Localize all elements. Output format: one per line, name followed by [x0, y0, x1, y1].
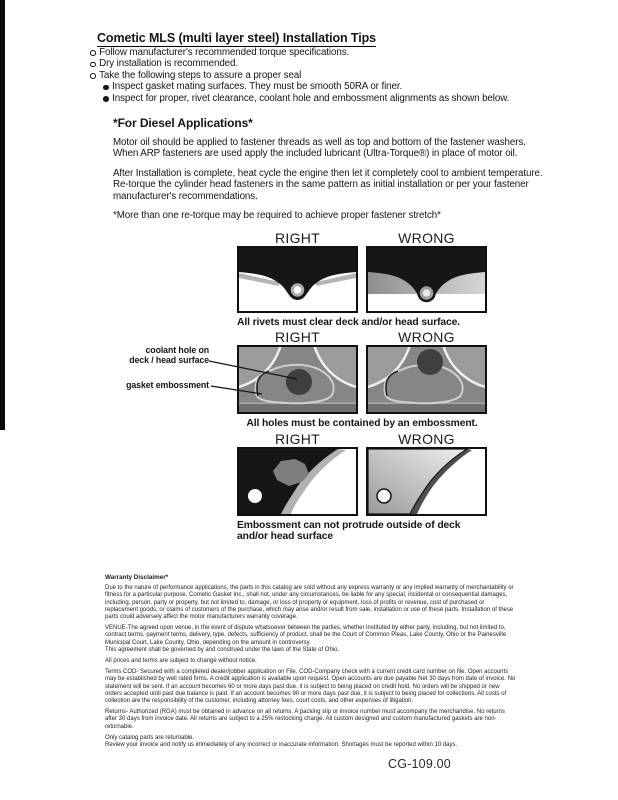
figure-labels: [237, 432, 487, 446]
callout-text: coolant hole on: [145, 345, 209, 355]
legal-disclaimer-section: [105, 574, 518, 753]
figure-caption: All rivets must clear deck and/or head surface.: [237, 317, 461, 328]
venue-paragraph: VENUE-The agreed upon venue, in the event of dispute whatsoever between the parties, whether instituted by either party, including, but not limited to, contract terms, payment terms, delivery, type, defects, sufficiency of product, shall be the Court of Common Pleas, Lake County, Ohio or the Painesville Municipal Court, Lake County, Ohio, depending on the amount in controversy.: [105, 625, 507, 646]
list-item: [90, 93, 550, 104]
coolant-hole-icon: [286, 369, 312, 395]
wrong-label: WRONG: [398, 431, 455, 447]
diagram-box: [366, 246, 487, 313]
list-item: [90, 58, 550, 69]
list-item: [90, 47, 550, 58]
diagram-box: [237, 246, 358, 313]
warranty-disclaimer-heading: Warranty Disclaimer*: [105, 574, 169, 581]
deck-edge-wrong-diagram: [368, 449, 485, 514]
agreement-line: This agreement shall be governed by and construed under the laws of the State of Ohio.: [105, 646, 340, 653]
coolant-hole-wrong-diagram: [368, 347, 485, 412]
tip-text: Take the following steps to assure a proper seal: [99, 69, 302, 81]
bolt-hole-icon: [248, 489, 262, 503]
open-bullet-icon: [90, 62, 96, 68]
catalog-page-code: CG-109.00: [388, 757, 451, 771]
only-catalog-line: Only catalog parts are returnable.: [105, 734, 195, 741]
sub-tip-text: Inspect for proper, rivet clearance, coolant hole and embossment alignments as shown below.: [112, 92, 510, 104]
review-invoice-line: Review your invoice and notify us immediately of any incorrect or inaccurate information. Shortages must be reported within 10 days.: [105, 742, 458, 749]
caption-line: Embossment can not protrude outside of deck: [237, 520, 461, 531]
figure-embossment-containment: [237, 330, 487, 429]
coolant-hole-callout: [118, 346, 209, 365]
right-label: RIGHT: [274, 329, 321, 345]
diagram-box: [237, 345, 358, 414]
sub-tip-text: Inspect gasket mating surfaces. They must be smooth 50RA or finer.: [112, 81, 403, 93]
bolt-hole-icon: [377, 489, 391, 503]
diagram-box: [237, 447, 358, 516]
wrong-label: WRONG: [398, 329, 455, 345]
diesel-applications-section: [113, 117, 545, 229]
page-title: Cometic MLS (multi layer steel) Installation Tips: [97, 31, 376, 45]
open-bullet-icon: [90, 50, 96, 56]
figure-caption: All holes must be contained by an embossment.: [246, 418, 478, 429]
deck-edge-right-diagram: [239, 449, 356, 514]
diesel-heading: *For Diesel Applications*: [113, 116, 253, 130]
diagram-box: [366, 447, 487, 516]
filled-bullet-icon: [103, 85, 109, 91]
coolant-hole-right-diagram: [239, 347, 356, 412]
right-label: RIGHT: [274, 431, 321, 447]
diagram-box: [366, 345, 487, 414]
list-item: [90, 81, 550, 92]
coolant-hole-icon: [417, 349, 443, 375]
rivet-wrong-diagram: [368, 248, 485, 311]
tip-text: Dry installation is recommended.: [99, 58, 239, 70]
returns-paragraph: Returns- Authorized (RGA) must be obtained in advance on all returns. A packing slip or invoice number must accompany the merchandise. No returns after 30 days from invoice date. All returns are subject to a 25% restocking charge. All custom designed and custom manufactured gaskets are non-returnable.: [105, 709, 505, 730]
retorque-note: *More than one re-torque may be required to achieve proper fastener stretch*: [113, 210, 441, 222]
list-item: [90, 70, 550, 81]
page-edge-scan-bar: [0, 0, 5, 430]
figure-embossment-protrusion: [237, 432, 487, 542]
terms-paragraph: Terms COD- Secured with a completed dealer/jobber application on File, COD-Company check with a current credit card number on file. Open accounts may be established by well rated firms. A credit application is available upon request. Open accounts are due payable Net 30 days from date of invoice. No statement will be sent. If an account becomes 60 or more days past due, it is subject to being placed on credit hold. No orders will be shipped or new orders accepted until past due balance is paid. If an account becomes 90 or more days past due, it is subject to being placed for collections. All costs of collection are the responsibility of the customer, including attorney fees, court costs, and other expenses of litigation.: [105, 669, 516, 705]
diesel-paragraph: Motor oil should be applied to fastener threads as well as top and bottom of the fastener washers. When ARP fasteners are used apply the included lubricant (Ultra-Torque®) in place of motor oil.: [113, 137, 526, 160]
filled-bullet-icon: [103, 96, 109, 102]
figure-labels: [237, 231, 487, 245]
diesel-paragraph: After Installation is complete, heat cycle the engine then let it completely cool to ambient temperature. Re-torque the cylinder head fasteners in the same pattern as initial installation or per your fastener manufacturer's recommendations.: [113, 167, 543, 202]
figure-caption: [237, 520, 487, 542]
figure-labels: [237, 330, 487, 344]
rivet-right-diagram: [239, 248, 356, 311]
gasket-embossment-callout: gasket embossment: [126, 380, 209, 390]
figure-rivet-clearance: [237, 231, 487, 328]
wrong-label: WRONG: [398, 230, 455, 246]
right-label: RIGHT: [274, 230, 321, 246]
warranty-paragraph: Due to the nature of performance applications, the parts in this catalog are sold without any express warranty or any implied warranty of merchantability or fitness for a particular purpose. Cometic Gasket Inc., shall not, under any circumstances, be liable for any special, incidental or consequential damages, including, person, party or property, but not limited to, damage, or loss of property or equipment, loss of profits or revenue, cost of purchased or replacement goods, or claims of customers of the purchase, which may arise and/or result from sale, installation or use of these parts. Installation of these parts could adversely affect the motor manufacturers warranty coverage.: [105, 585, 514, 621]
open-bullet-icon: [90, 73, 96, 79]
prices-line: All prices and terms are subject to change without notice.: [105, 658, 257, 665]
installation-tips-list: [90, 47, 550, 104]
callout-text: deck / head surface: [129, 354, 209, 365]
caption-line: and/or head surface: [237, 531, 333, 542]
tip-text: Follow manufacturer's recommended torque specifications.: [99, 47, 350, 58]
